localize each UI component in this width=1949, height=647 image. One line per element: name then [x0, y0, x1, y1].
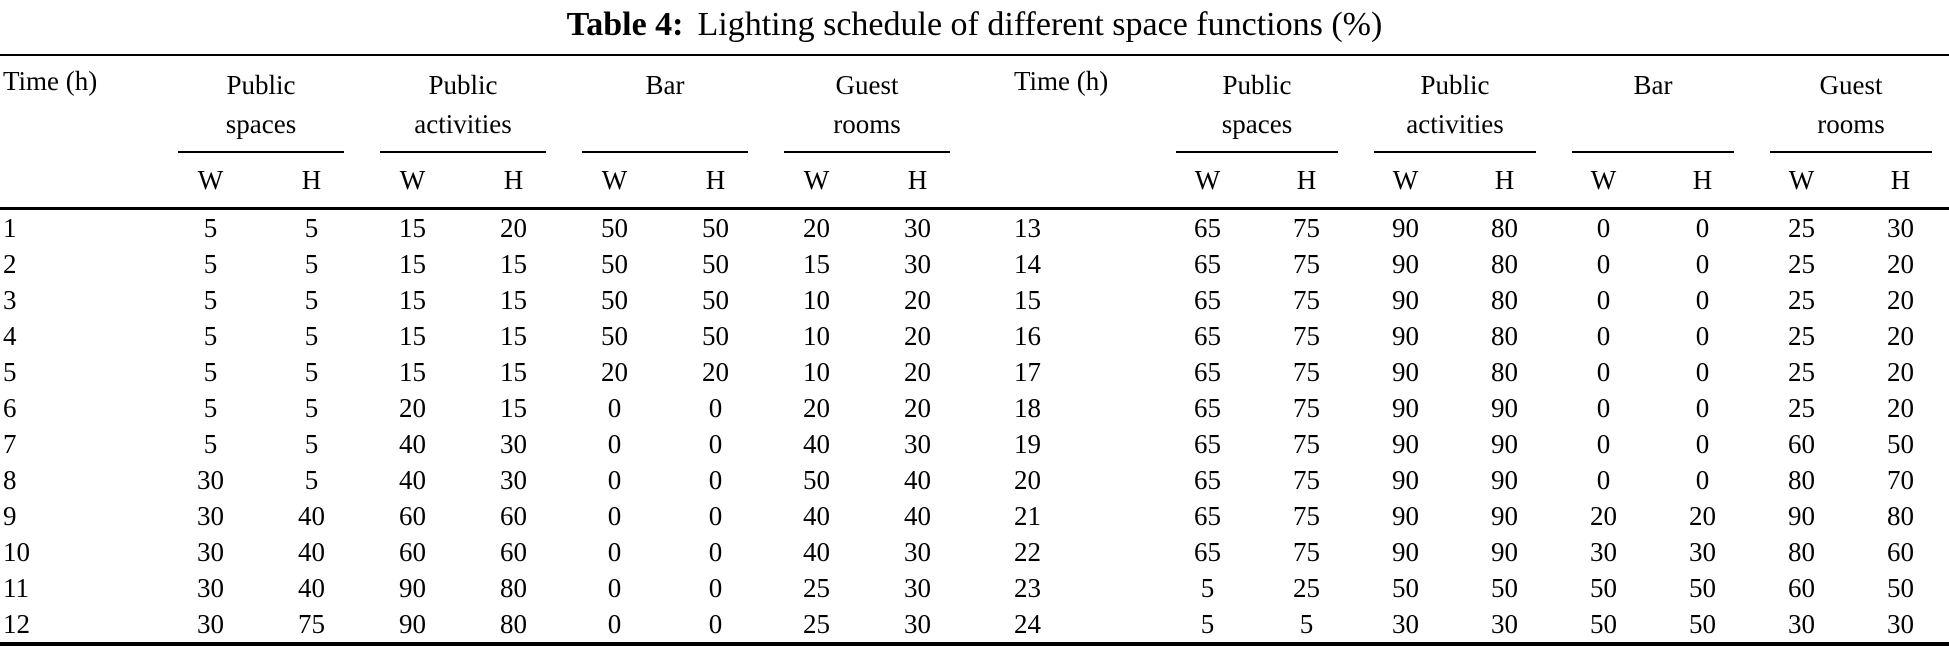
value-cell: 20: [1887, 249, 1915, 279]
value-cell: 20: [1887, 357, 1915, 387]
value-cell: 20: [500, 213, 527, 243]
value-cell: 0: [564, 606, 665, 644]
table-row: [0, 570, 1949, 606]
value-cell: 50: [803, 465, 831, 495]
value-cell: 0: [607, 573, 622, 603]
value-cell: 80: [1491, 357, 1519, 387]
value-cell: 15: [399, 249, 426, 279]
value-cell: 0: [1596, 213, 1611, 243]
time-cell-right: 21: [1014, 501, 1042, 531]
value-cell: 20: [904, 285, 932, 315]
value-cell: 0: [1596, 465, 1611, 495]
group-header-row: [0, 55, 1949, 153]
value-cell: 90: [1491, 537, 1519, 567]
value-cell: 25: [1788, 249, 1816, 279]
value-cell: 5: [203, 393, 218, 423]
value-cell: 10: [803, 285, 831, 315]
col-header-h: H: [261, 153, 362, 209]
time-cell-right: 14: [1014, 249, 1042, 279]
value-cell: 65: [1194, 213, 1222, 243]
value-cell: 30: [1851, 606, 1949, 644]
value-cell: 30: [197, 573, 224, 603]
value-cell: 30: [904, 249, 932, 279]
value-cell: 5: [203, 321, 218, 351]
table-header: [0, 55, 1949, 209]
value-cell: 90: [1491, 429, 1519, 459]
col-header-h: H: [1653, 153, 1752, 209]
col-header-w: W: [564, 153, 665, 209]
time-cell-left: 3: [3, 285, 17, 315]
value-cell: 50: [1392, 573, 1420, 603]
group-underline: Public activities: [1374, 66, 1536, 153]
table-row: [0, 606, 1949, 644]
value-cell: 30: [500, 465, 527, 495]
value-cell: 5: [203, 429, 218, 459]
value-cell: 30: [904, 213, 932, 243]
value-cell: 90: [1491, 393, 1519, 423]
value-cell: 80: [1491, 213, 1519, 243]
value-cell: 75: [1293, 357, 1321, 387]
value-cell: 65: [1194, 537, 1222, 567]
value-cell: 60: [500, 501, 527, 531]
value-cell: 90: [1392, 357, 1420, 387]
value-cell: 60: [399, 501, 426, 531]
value-cell: 75: [1293, 537, 1321, 567]
time-cell-right: 15: [1014, 285, 1042, 315]
value-cell: 0: [708, 393, 723, 423]
time-cell-right: 17: [1014, 357, 1042, 387]
value-cell: 90: [1392, 321, 1420, 351]
value-cell: 50: [1887, 573, 1915, 603]
value-cell: 20: [904, 357, 932, 387]
col-header-h: H: [1851, 153, 1949, 209]
value-cell: 40: [298, 501, 325, 531]
value-cell: 5: [304, 357, 319, 387]
value-cell: 90: [1392, 213, 1420, 243]
value-cell: 20: [904, 321, 932, 351]
col-header-h: H: [867, 153, 968, 209]
value-cell: 30: [904, 429, 932, 459]
value-cell: 80: [1887, 501, 1915, 531]
col-header-w: W: [362, 153, 463, 209]
value-cell: 75: [1293, 213, 1321, 243]
value-cell: 60: [1788, 429, 1816, 459]
table-row: [0, 426, 1949, 462]
value-cell: 75: [1293, 321, 1321, 351]
value-cell: 60: [500, 537, 527, 567]
value-cell: 0: [607, 429, 622, 459]
value-cell: 65: [1194, 249, 1222, 279]
value-cell: 0: [708, 429, 723, 459]
value-cell: 65: [1194, 429, 1222, 459]
value-cell: 40: [904, 501, 932, 531]
value-cell: 10: [803, 321, 831, 351]
time-cell-left: 7: [3, 429, 17, 459]
value-cell: 70: [1887, 465, 1915, 495]
table-caption: [0, 0, 1949, 54]
time-cell-right: 24: [968, 606, 1158, 644]
value-cell: 75: [1293, 501, 1321, 531]
value-cell: 75: [1293, 465, 1321, 495]
time-cell-right: 20: [1014, 465, 1042, 495]
value-cell: 5: [304, 285, 319, 315]
value-cell: 50: [601, 213, 628, 243]
time-cell-left: 10: [3, 537, 30, 567]
value-cell: 5: [1200, 573, 1215, 603]
col-header-w: W: [766, 153, 867, 209]
value-cell: 75: [1293, 429, 1321, 459]
value-cell: 30: [1356, 606, 1455, 644]
value-cell: 30: [197, 501, 224, 531]
value-cell: 30: [1887, 213, 1915, 243]
time-cell-right: 16: [1014, 321, 1042, 351]
value-cell: 0: [1596, 321, 1611, 351]
value-cell: 40: [803, 429, 831, 459]
time-cell-left: 11: [3, 573, 29, 603]
value-cell: 25: [1788, 357, 1816, 387]
value-cell: 0: [665, 606, 766, 644]
value-cell: 30: [197, 465, 224, 495]
value-cell: 0: [708, 537, 723, 567]
value-cell: 15: [500, 285, 527, 315]
value-cell: 5: [304, 321, 319, 351]
table-body: [0, 209, 1949, 645]
value-cell: 25: [1788, 285, 1816, 315]
time-cell-left: 5: [3, 357, 17, 387]
value-cell: 0: [1695, 213, 1710, 243]
value-cell: 15: [399, 213, 426, 243]
value-cell: 20: [601, 357, 628, 387]
value-cell: 75: [1293, 393, 1321, 423]
value-cell: 5: [203, 357, 218, 387]
value-cell: 20: [1887, 393, 1915, 423]
group-public-activities-left: [362, 55, 564, 153]
group-underline: Public spaces: [1176, 66, 1338, 153]
col-header-w: W: [1356, 153, 1455, 209]
time-cell-left: 1: [3, 213, 17, 243]
value-cell: 0: [1695, 285, 1710, 315]
col-header-h: H: [1455, 153, 1554, 209]
col-header-h: H: [665, 153, 766, 209]
value-cell: 15: [500, 249, 527, 279]
value-cell: 30: [867, 606, 968, 644]
value-cell: 0: [607, 537, 622, 567]
value-cell: 40: [803, 537, 831, 567]
value-cell: 15: [500, 393, 527, 423]
value-cell: 0: [1695, 393, 1710, 423]
value-cell: 25: [1293, 573, 1321, 603]
time-cell-left: 2: [3, 249, 17, 279]
value-cell: 5: [304, 249, 319, 279]
value-cell: 0: [1596, 249, 1611, 279]
col-header-w: W: [1554, 153, 1653, 209]
value-cell: 20: [1887, 321, 1915, 351]
value-cell: 65: [1194, 285, 1222, 315]
value-cell: 5: [1158, 606, 1257, 644]
time-cell-left: 9: [3, 501, 17, 531]
value-cell: 0: [1596, 285, 1611, 315]
group-public-activities-right: [1356, 55, 1554, 153]
value-cell: 80: [463, 606, 564, 644]
value-cell: 50: [601, 285, 628, 315]
value-cell: 50: [1590, 573, 1618, 603]
value-cell: 40: [904, 465, 932, 495]
col-header-h: H: [463, 153, 564, 209]
group-underline: Guest rooms: [784, 66, 950, 153]
value-cell: 20: [904, 393, 932, 423]
value-cell: 90: [1392, 393, 1420, 423]
value-cell: 65: [1194, 501, 1222, 531]
col-header-w: W: [1752, 153, 1851, 209]
value-cell: 15: [399, 285, 426, 315]
value-cell: 20: [1887, 285, 1915, 315]
group-public-spaces-right: [1158, 55, 1356, 153]
value-cell: 80: [1491, 249, 1519, 279]
value-cell: 5: [1257, 606, 1356, 644]
value-cell: 15: [399, 321, 426, 351]
value-cell: 5: [203, 249, 218, 279]
group-guest-rooms-left: [766, 55, 968, 153]
table-title-text: Lighting schedule of different space functions (%): [697, 6, 1383, 43]
value-cell: 50: [702, 285, 729, 315]
time-cell-right: 19: [1014, 429, 1042, 459]
value-cell: 50: [702, 249, 729, 279]
value-cell: 30: [500, 429, 527, 459]
value-cell: 90: [1392, 465, 1420, 495]
group-underline: Bar: [1572, 66, 1734, 153]
value-cell: 10: [803, 357, 831, 387]
value-cell: 20: [1689, 501, 1717, 531]
value-cell: 65: [1194, 393, 1222, 423]
value-cell: 0: [1695, 429, 1710, 459]
time-cell-left: 8: [3, 465, 17, 495]
value-cell: 0: [708, 573, 723, 603]
value-cell: 60: [1788, 573, 1816, 603]
value-cell: 50: [1491, 573, 1519, 603]
time-cell-right: 23: [1014, 573, 1042, 603]
value-cell: 40: [298, 573, 325, 603]
value-cell: 90: [1392, 537, 1420, 567]
value-cell: 0: [1596, 357, 1611, 387]
value-cell: 30: [904, 537, 932, 567]
value-cell: 0: [1596, 393, 1611, 423]
value-cell: 25: [803, 573, 831, 603]
table-row: [0, 318, 1949, 354]
table-row: [0, 354, 1949, 390]
value-cell: 0: [607, 501, 622, 531]
value-cell: 25: [1788, 213, 1816, 243]
lighting-schedule-table: [0, 54, 1949, 646]
table-row: [0, 534, 1949, 570]
value-cell: 40: [803, 501, 831, 531]
value-cell: 0: [708, 465, 723, 495]
value-cell: 80: [1788, 465, 1816, 495]
value-cell: 80: [500, 573, 527, 603]
time-cell-right: 22: [1014, 537, 1042, 567]
group-public-spaces-left: [160, 55, 362, 153]
value-cell: 50: [702, 321, 729, 351]
value-cell: 5: [304, 429, 319, 459]
value-cell: 5: [203, 213, 218, 243]
value-cell: 30: [904, 573, 932, 603]
table-number: Table 4:: [566, 6, 684, 43]
value-cell: 80: [1491, 321, 1519, 351]
table-row: [0, 462, 1949, 498]
value-cell: 65: [1194, 321, 1222, 351]
group-underline: Public spaces: [178, 66, 344, 153]
value-cell: 50: [1689, 573, 1717, 603]
value-cell: 30: [197, 537, 224, 567]
value-cell: 30: [1455, 606, 1554, 644]
group-underline: Bar: [582, 66, 748, 153]
value-cell: 30: [160, 606, 261, 644]
value-cell: 60: [1887, 537, 1915, 567]
time-header-left: Time (h): [0, 55, 160, 209]
value-cell: 20: [1590, 501, 1618, 531]
value-cell: 25: [1788, 321, 1816, 351]
value-cell: 15: [500, 357, 527, 387]
value-cell: 90: [1392, 429, 1420, 459]
value-cell: 5: [304, 465, 319, 495]
value-cell: 80: [1788, 537, 1816, 567]
time-cell-right: 18: [1014, 393, 1042, 423]
value-cell: 75: [1293, 249, 1321, 279]
value-cell: 40: [399, 465, 426, 495]
value-cell: 0: [708, 501, 723, 531]
value-cell: 40: [399, 429, 426, 459]
group-underline: Guest rooms: [1770, 66, 1932, 153]
value-cell: 20: [702, 357, 729, 387]
value-cell: 0: [1695, 321, 1710, 351]
time-cell-left: 6: [3, 393, 17, 423]
table-row: [0, 209, 1949, 247]
col-header-w: W: [1158, 153, 1257, 209]
value-cell: 75: [261, 606, 362, 644]
time-cell-left: 12: [0, 606, 160, 644]
time-header-right: Time (h): [968, 55, 1158, 209]
value-cell: 15: [500, 321, 527, 351]
value-cell: 80: [1491, 285, 1519, 315]
value-cell: 20: [803, 213, 831, 243]
value-cell: 0: [1596, 429, 1611, 459]
group-underline: Public activities: [380, 66, 546, 153]
value-cell: 30: [1752, 606, 1851, 644]
time-cell-left: 4: [3, 321, 17, 351]
table-row: [0, 282, 1949, 318]
col-header-h: H: [1257, 153, 1356, 209]
value-cell: 30: [1689, 537, 1717, 567]
value-cell: 0: [1695, 465, 1710, 495]
table-row: [0, 246, 1949, 282]
value-cell: 90: [1788, 501, 1816, 531]
value-cell: 20: [803, 393, 831, 423]
value-cell: 50: [601, 321, 628, 351]
group-guest-rooms-right: [1752, 55, 1949, 153]
value-cell: 5: [203, 285, 218, 315]
value-cell: 90: [1491, 465, 1519, 495]
value-cell: 0: [607, 465, 622, 495]
value-cell: 90: [1491, 501, 1519, 531]
value-cell: 0: [607, 393, 622, 423]
group-bar-left: [564, 55, 766, 153]
value-cell: 50: [1887, 429, 1915, 459]
value-cell: 25: [766, 606, 867, 644]
value-cell: 65: [1194, 357, 1222, 387]
value-cell: 90: [1392, 501, 1420, 531]
time-cell-right: 13: [1014, 213, 1042, 243]
value-cell: 65: [1194, 465, 1222, 495]
value-cell: 50: [1653, 606, 1752, 644]
value-cell: 90: [362, 606, 463, 644]
table-row: [0, 498, 1949, 534]
value-cell: 90: [1392, 249, 1420, 279]
value-cell: 50: [702, 213, 729, 243]
value-cell: 60: [399, 537, 426, 567]
value-cell: 20: [399, 393, 426, 423]
table-row: [0, 390, 1949, 426]
value-cell: 75: [1293, 285, 1321, 315]
value-cell: 50: [601, 249, 628, 279]
value-cell: 0: [1695, 249, 1710, 279]
value-cell: 15: [399, 357, 426, 387]
value-cell: 0: [1695, 357, 1710, 387]
value-cell: 90: [399, 573, 426, 603]
group-bar-right: [1554, 55, 1752, 153]
value-cell: 15: [803, 249, 831, 279]
value-cell: 40: [298, 537, 325, 567]
value-cell: 30: [1590, 537, 1618, 567]
value-cell: 5: [304, 213, 319, 243]
value-cell: 5: [304, 393, 319, 423]
col-header-w: W: [160, 153, 261, 209]
value-cell: 25: [1788, 393, 1816, 423]
value-cell: 90: [1392, 285, 1420, 315]
value-cell: 50: [1554, 606, 1653, 644]
